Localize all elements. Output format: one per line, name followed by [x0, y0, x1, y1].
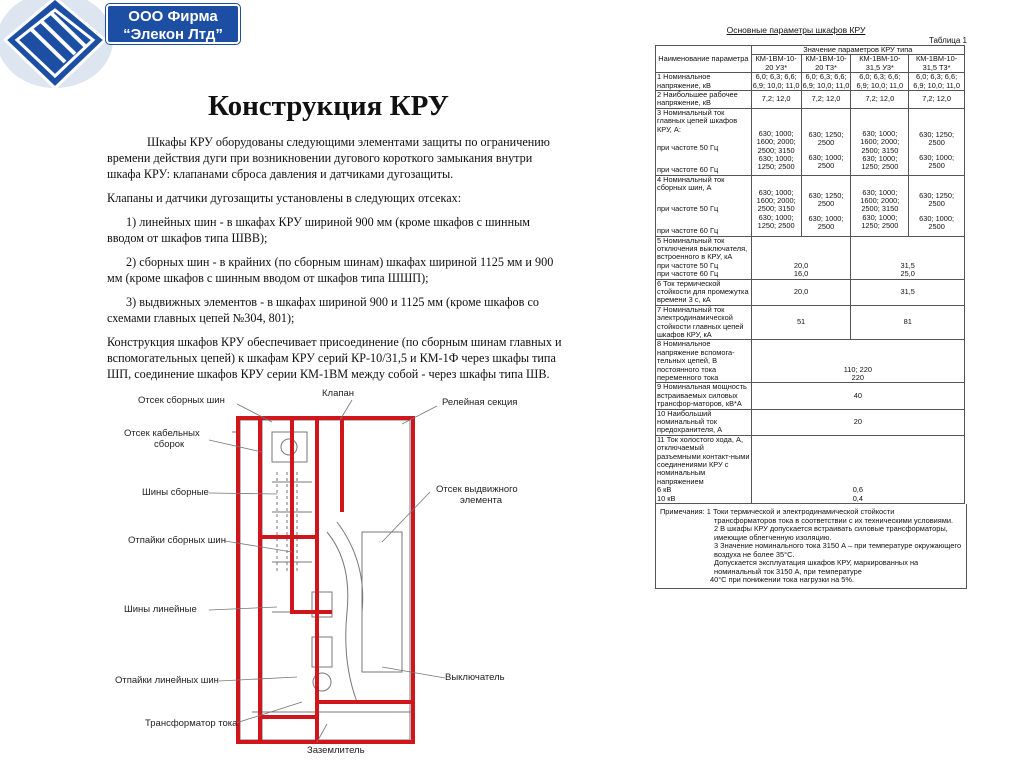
row-name: 8 Номинальное напряжение вспомога-тельных цепей, В постоянного тока переменного тока	[656, 340, 752, 383]
logo-text	[106, 4, 240, 44]
row-sub: при частоте 50 Гц	[657, 143, 719, 153]
cell-60: 16,0	[793, 269, 809, 279]
cell	[751, 340, 964, 383]
row-title: 5 Номинальный ток отключения выключателя, встроенного в КРУ, кА	[657, 235, 748, 262]
label-releinaya: Релейная секция	[442, 397, 518, 408]
cell-10kv: 0,4	[852, 493, 863, 503]
cell-60: 630; 1000; 2500	[919, 152, 955, 171]
cell: 20,0	[751, 279, 851, 305]
cell-dc: 110; 220	[843, 364, 872, 374]
row-sub: при частоте 50 Гц	[657, 203, 719, 213]
header-name: Наименование параметра	[656, 46, 752, 73]
row-name: 7 Номинальный ток электродинамической стойкости главных цепей шкафов КРУ, кА	[656, 305, 752, 340]
cell	[751, 236, 851, 279]
table-row	[656, 236, 965, 279]
table-row	[656, 73, 965, 91]
cell: 6,0; 6,3; 6,6; 6,9; 10,0; 11,0	[909, 73, 965, 91]
note-line: трансформаторов тока в соответствии с их техническими условиями.	[714, 515, 954, 525]
cell: 40	[751, 383, 964, 409]
table-row	[656, 279, 965, 305]
label-otpaiki-sbornyh: Отпайки сборных шин	[128, 535, 226, 546]
row-name	[656, 435, 752, 503]
paragraph: 3) выдвижных элементов - в шкафах шириной 900 и 1125 мм (кроме шкафов со схемами главных цепей №304, 801);	[107, 295, 539, 325]
cell: 81	[851, 305, 965, 340]
cell-60: 630; 1000; 1250; 2500	[861, 154, 899, 172]
cell-ac: 220	[851, 373, 864, 382]
cell: 20	[751, 409, 964, 435]
header-col: КМ-1ВМ-10-20 Т3*	[801, 55, 851, 73]
row-name: 1 Номинальное напряжение, кВ	[656, 73, 752, 91]
label-klapan: Клапан	[322, 388, 355, 399]
header-col: КМ-1ВМ-10-31,5 У3*	[851, 55, 909, 73]
company-logo	[0, 0, 245, 95]
cell-50: 630; 1250; 2500	[808, 130, 844, 148]
cell	[909, 175, 965, 236]
label-zazemlitel: Заземлитель	[307, 745, 365, 756]
label-otsek-kabel-2: сборок	[154, 439, 185, 450]
row-name: 2 Наибольшее рабочее напряжение, кВ	[656, 91, 752, 109]
row-sub: при частоте 60 Гц	[657, 226, 719, 236]
label-shiny-sbornye: Шины сборные	[142, 487, 209, 498]
cell-6kv: 0,6	[852, 485, 863, 495]
note-line: 3 Значение номинального тока 3150 А – при температуре окружающего воздуха не более 35°С.	[714, 541, 962, 559]
row-title: 4 Номинальный ток сборных шин, А	[657, 174, 725, 193]
table-row	[656, 175, 965, 236]
paragraph: Клапаны и датчики дугозащиты установлены в следующих отсеках:	[107, 191, 462, 205]
paragraph: Шкафы КРУ оборудованы следующими элементами защиты по ограничению времени действия дуги при возникновении дугового короткого замыкания внутри шкафа КРУ: клапанами сброса давления и датчиками дугозащиты.	[107, 135, 550, 181]
cell	[851, 108, 909, 175]
cell	[801, 175, 851, 236]
cell	[751, 108, 801, 175]
cell-60: 630; 1000; 1250; 2500	[861, 212, 899, 231]
row-name	[656, 108, 752, 175]
cell-60: 630; 1000; 2500	[808, 213, 844, 232]
label-otsek-vydv-1: Отсек выдвижного	[436, 484, 518, 495]
paragraph: Конструкция шкафов КРУ обеспечивает присоединение (по сборным шинам главных и вспомогательных цепей) к шкафам КРУ серий КР-10/31,5 и КМ-1Ф через шкафы типа ШП, соединение шкафов КРУ серии КМ-1ВМ между собой - через шкафы типа ШВ.	[107, 335, 562, 381]
row-name: 10 Наибольший номинальный ток предохранителя, А	[656, 409, 752, 435]
label-otsek-kabel-1: Отсек кабельных	[124, 428, 200, 439]
note-text: 1 Токи термической и электродинамической стойкости	[706, 507, 895, 517]
body-text	[107, 134, 562, 390]
notes-lead: Примечания:	[660, 507, 705, 517]
header-col: КМ-1ВМ-10-31,5 Т3*	[909, 55, 965, 73]
cell: 51	[751, 305, 851, 340]
label-otpaiki-lineinyh: Отпайки линейных шин	[115, 675, 219, 686]
cell	[801, 108, 851, 175]
cell: 6,0; 6,3; 6,6; 6,9; 10,0; 11,0	[752, 72, 800, 90]
cell-50: 31,5	[900, 260, 915, 270]
kru-diagram	[112, 382, 542, 768]
cell-60: 25,0	[900, 269, 915, 279]
cell: 7,2; 12,0	[909, 91, 965, 109]
cell-60: 630; 1000; 1250; 2500	[757, 212, 795, 231]
cell-50: 630; 1250; 2500	[919, 190, 955, 209]
table-row	[656, 91, 965, 109]
row-name: 9 Номинальная мощность встраиваемых силовых трансфор-маторов, кВ*А	[656, 383, 752, 409]
cell-50: 20,0	[793, 260, 809, 270]
cell-50: 630; 1000; 1600; 2000; 2500; 3150	[756, 128, 796, 155]
row-sub: при частоте 60 Гц	[657, 269, 719, 279]
note-line: Допускается эксплуатация шкафов КРУ, маркированных на номинальный ток 3150 А, при температуре	[714, 558, 919, 576]
table-row	[656, 409, 965, 435]
header-col: КМ-1ВМ-10-20 У3*	[751, 55, 801, 73]
label-transformator: Трансформатор тока	[145, 718, 238, 729]
table-notes	[655, 504, 967, 589]
parameters-table-block	[655, 25, 967, 589]
header-group: Значение параметров КРУ типа	[751, 46, 964, 55]
row-title: 3 Номинальный ток главных цепей шкафов КРУ, А:	[657, 107, 738, 134]
row-sub: при частоте 60 Гц	[657, 165, 719, 175]
cell	[909, 108, 965, 175]
note-line: 40°С при понижении тока нагрузки на 5%.	[710, 575, 854, 585]
cell: 7,2; 12,0	[751, 91, 801, 109]
cell: 6,0; 6,3; 6,6; 6,9; 10,0; 11,0	[851, 73, 909, 91]
table-row	[656, 305, 965, 340]
cell-50: 630; 1000; 1600; 2000; 2500; 3150	[860, 128, 900, 155]
cell-60: 630; 1000; 2500	[808, 152, 844, 171]
label-vyklyuchatel: Выключатель	[445, 672, 505, 683]
table-row	[656, 383, 965, 409]
parameters-table	[655, 45, 965, 504]
row-name	[656, 175, 752, 236]
table-row	[656, 435, 965, 503]
table-row	[656, 340, 965, 383]
logo-line1: ООО Фирма	[128, 8, 218, 25]
cell: 31,5	[851, 279, 965, 305]
cell-50: 630; 1000; 1600; 2000; 2500; 3150	[860, 187, 900, 214]
row-name	[656, 236, 752, 279]
paragraph: 2) сборных шин - в крайних (по сборным шинам) шкафах шириной 1125 мм и 900 мм (кроме шкафов с шинным вводом от шкафов типа ШШП);	[107, 255, 554, 285]
table-row	[656, 108, 965, 175]
logo-line2: “Элекон Лтд”	[123, 26, 223, 43]
row-title: 11 Ток холостого хода, А, отключаемый разъемными контакт-ными соединениями КРУ с номинальным напряжением	[657, 434, 750, 486]
cell	[851, 236, 965, 279]
cell-50: 630; 1250; 2500	[919, 130, 955, 148]
cell	[751, 175, 801, 236]
note-line: 2 В шкафы КРУ допускается встраивать силовые трансформаторы, имеющие облегченную изоляцию.	[714, 524, 948, 542]
cell: 7,2; 12,0	[851, 91, 909, 109]
cell: 6,0; 6,3; 6,6; 6,9; 10,0; 11,0	[802, 72, 850, 90]
page-title: Конструкция КРУ	[208, 90, 449, 122]
paragraph: 1) линейных шин - в шкафах КРУ шириной 900 мм (кроме шкафов с шинным вводом от шкафов типа ШВВ);	[107, 215, 530, 245]
cell: 7,2; 12,0	[801, 91, 851, 109]
row-sub: при частоте 50 Гц	[657, 260, 719, 270]
cell-60: 630; 1000; 1250; 2500	[757, 154, 795, 172]
label-shiny-lineinye: Шины линейные	[124, 604, 197, 615]
label-otsek-sbornyh: Отсек сборных шин	[138, 395, 225, 406]
table-number: Таблица 1	[928, 36, 967, 45]
cell	[751, 435, 964, 503]
cell-50: 630; 1250; 2500	[808, 190, 844, 209]
cell-50: 630; 1000; 1600; 2000; 2500; 3150	[756, 187, 796, 214]
row-sub: 10 кВ	[657, 493, 676, 503]
logo-emblem	[0, 0, 120, 95]
cell	[851, 175, 909, 236]
row-sub: 6 кВ	[657, 485, 672, 495]
cell-60: 630; 1000; 2500	[919, 213, 955, 232]
row-name: 6 Ток термической стойкости для промежутка времени 3 с, кА	[656, 279, 752, 305]
label-otsek-vydv-2: элемента	[460, 495, 503, 506]
table-caption: Основные параметры шкафов КРУ	[726, 25, 866, 35]
